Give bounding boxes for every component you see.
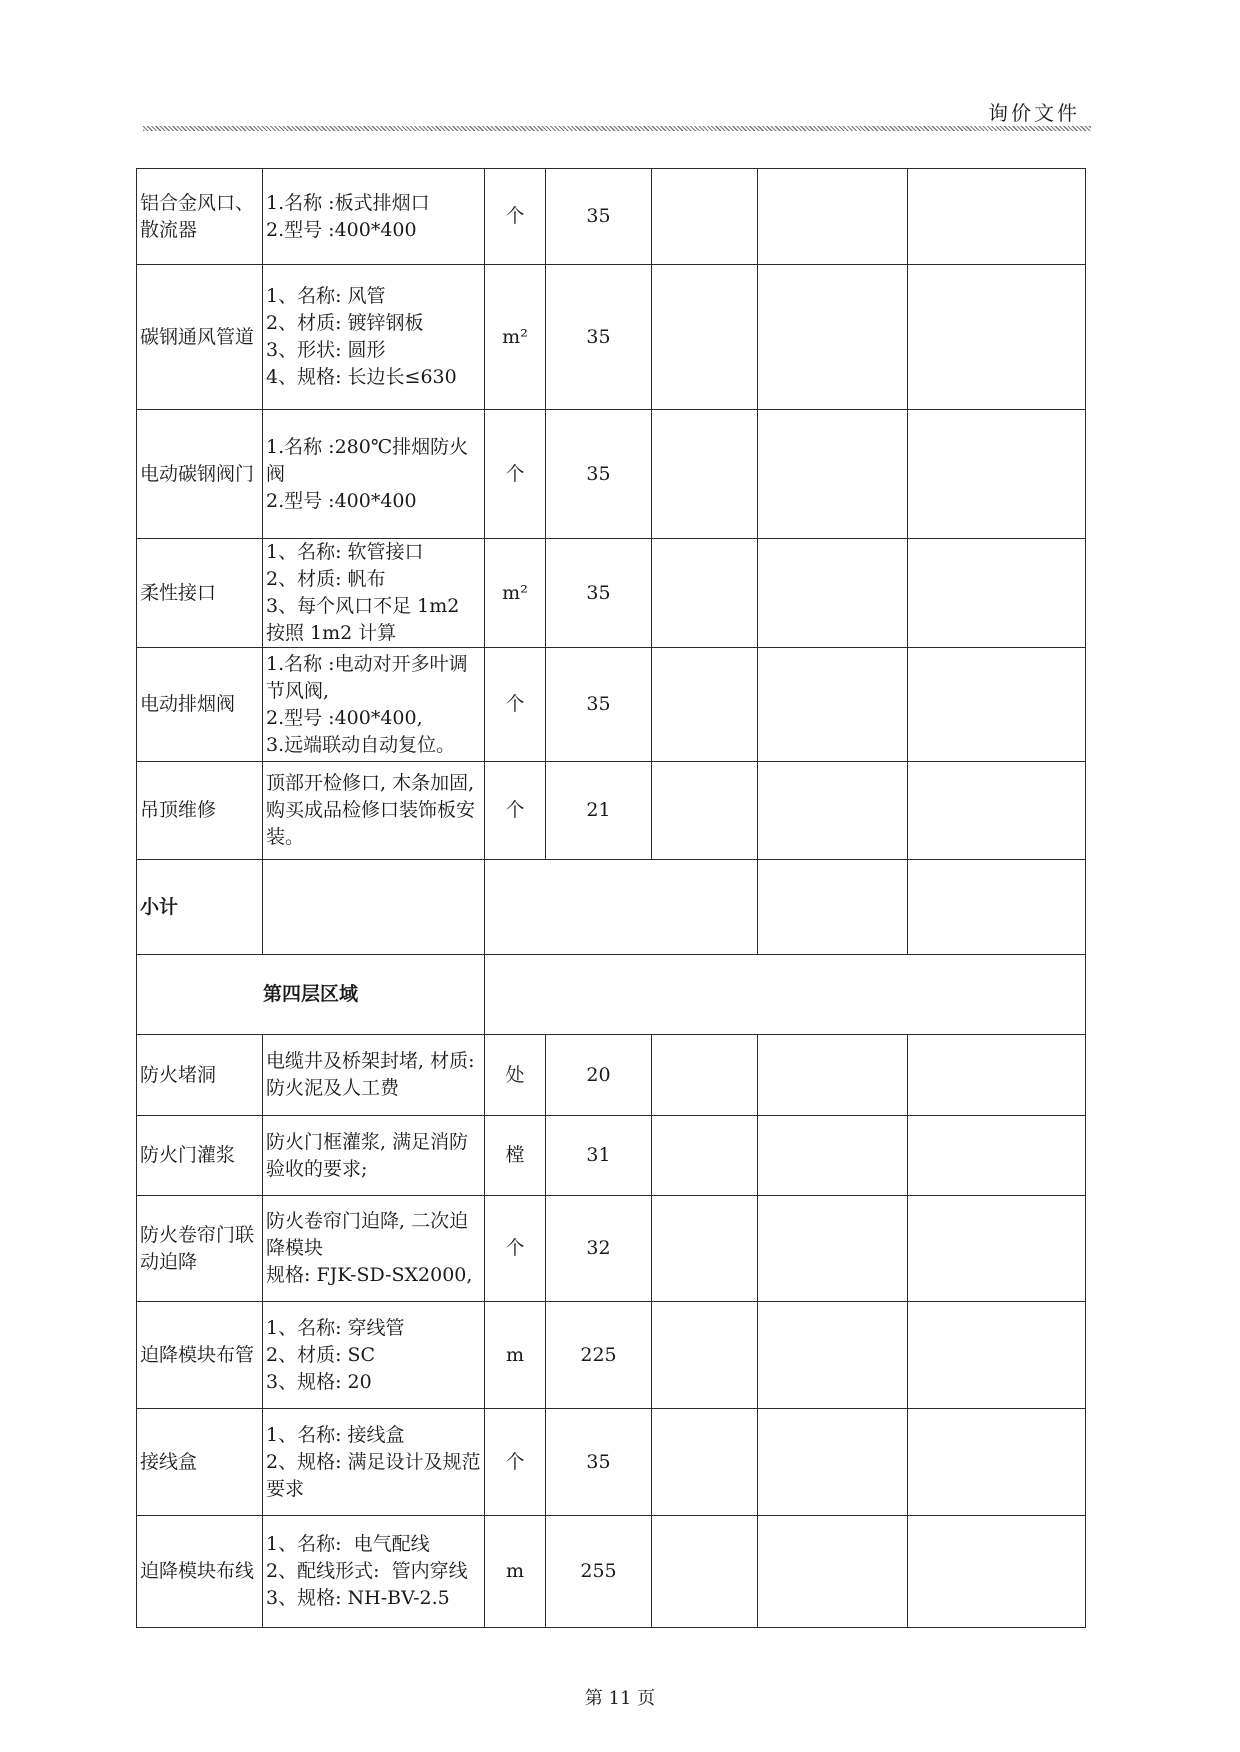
description-line: 2.型号 :400*400 xyxy=(266,218,417,241)
empty-cell xyxy=(908,265,1086,410)
empty-cell xyxy=(652,1035,758,1116)
item-name-cell: 迫降模块布线 xyxy=(137,1516,263,1628)
item-description-cell xyxy=(263,1409,485,1516)
item-name-cell: 电动排烟阀 xyxy=(137,648,263,762)
unit-cell: 处 xyxy=(485,1035,546,1116)
empty-cell xyxy=(758,169,908,265)
empty-cell xyxy=(652,1302,758,1409)
unit-cell: 樘 xyxy=(485,1116,546,1196)
description-line: 1.名称 :电动对开多叶调节风阀, xyxy=(266,652,468,702)
unit-cell: 个 xyxy=(485,169,546,265)
description-line: 1.名称 :280℃排烟防火阀 xyxy=(266,435,469,485)
section-header-row xyxy=(137,955,1086,1035)
empty-cell xyxy=(758,265,908,410)
empty-cell xyxy=(652,265,758,410)
price-inquiry-table xyxy=(136,168,1086,1628)
empty-cell xyxy=(908,648,1086,762)
empty-cell xyxy=(652,169,758,265)
empty-cell xyxy=(908,1196,1086,1302)
table-row xyxy=(137,1516,1086,1628)
subtotal-row xyxy=(137,860,1086,955)
empty-cell xyxy=(652,410,758,539)
empty-cell xyxy=(652,1516,758,1628)
table-row xyxy=(137,648,1086,762)
empty-cell xyxy=(908,169,1086,265)
unit-cell: 个 xyxy=(485,1196,546,1302)
description-line: 3、每个风口不足 1m2 按照 1m2 计算 xyxy=(266,595,466,644)
description-line: 防火卷帘门迫降, 二次迫降模块 xyxy=(266,1210,469,1259)
empty-cell xyxy=(758,1196,908,1302)
unit-cell: m² xyxy=(485,265,546,410)
empty-cell xyxy=(758,1302,908,1409)
empty-cell xyxy=(652,1196,758,1302)
empty-cell xyxy=(758,1516,908,1628)
quantity-cell: 32 xyxy=(546,1196,652,1302)
item-name-cell: 铝合金风口、散流器 xyxy=(137,169,263,265)
description-line: 3、规格: NH-BV-2.5 xyxy=(266,1587,450,1609)
item-description-cell xyxy=(263,1035,485,1116)
description-line: 2.型号 :400*400, xyxy=(266,706,423,729)
description-line: 2、配线形式: 管内穿线 xyxy=(266,1560,468,1582)
table-row xyxy=(137,169,1086,265)
item-description-cell xyxy=(263,539,485,648)
empty-cell xyxy=(263,860,485,955)
description-line: 2、规格: 满足设计及规范要求 xyxy=(266,1450,481,1500)
empty-cell xyxy=(758,1035,908,1116)
item-name-cell: 吊顶维修 xyxy=(137,762,263,860)
unit-cell: 个 xyxy=(485,762,546,860)
quantity-cell: 225 xyxy=(546,1302,652,1409)
empty-cell xyxy=(652,762,758,860)
description-line: 规格: FJK-SD-SX2000, xyxy=(266,1264,473,1286)
description-line: 3.远端联动自动复位。 xyxy=(266,733,456,756)
quantity-cell: 35 xyxy=(546,169,652,265)
subtotal-label: 小计 xyxy=(137,860,263,955)
table-row xyxy=(137,1116,1086,1196)
item-name-cell: 电动碳钢阀门 xyxy=(137,410,263,539)
table-row xyxy=(137,410,1086,539)
item-name-cell: 防火堵洞 xyxy=(137,1035,263,1116)
description-line: 1、名称: 穿线管 xyxy=(266,1316,405,1339)
item-name-cell: 碳钢通风管道 xyxy=(137,265,263,410)
table-row xyxy=(137,1409,1086,1516)
empty-cell xyxy=(908,1116,1086,1196)
empty-cell xyxy=(758,1116,908,1196)
description-line: 1、名称: 电气配线 xyxy=(266,1533,430,1555)
description-line: 3、形状: 圆形 xyxy=(266,339,386,361)
quantity-cell: 35 xyxy=(546,410,652,539)
quantity-cell: 35 xyxy=(546,539,652,648)
empty-cell xyxy=(908,539,1086,648)
description-line: 4、规格: 长边长≤630 xyxy=(266,366,457,388)
item-description-cell xyxy=(263,265,485,410)
description-line: 顶部开检修口, 木条加固, 购买成品检修口装饰板安装。 xyxy=(266,772,481,848)
item-description-cell xyxy=(263,1196,485,1302)
quantity-cell: 20 xyxy=(546,1035,652,1116)
item-name-cell: 接线盒 xyxy=(137,1409,263,1516)
unit-cell: m xyxy=(485,1516,546,1628)
item-description-cell xyxy=(263,169,485,265)
table-row xyxy=(137,265,1086,410)
description-line: 1、名称: 接线盒 xyxy=(266,1423,405,1446)
quantity-cell: 35 xyxy=(546,1409,652,1516)
empty-cell xyxy=(908,1516,1086,1628)
empty-cell xyxy=(758,762,908,860)
item-description-cell xyxy=(263,1302,485,1409)
empty-cell xyxy=(908,1409,1086,1516)
item-name-cell: 防火卷帘门联动迫降 xyxy=(137,1196,263,1302)
empty-cell xyxy=(652,1409,758,1516)
empty-cell xyxy=(652,648,758,762)
item-description-cell xyxy=(263,762,485,860)
item-description-cell xyxy=(263,648,485,762)
empty-cell xyxy=(908,860,1086,955)
empty-cell xyxy=(758,539,908,648)
unit-cell: m xyxy=(485,1302,546,1409)
empty-cell xyxy=(908,762,1086,860)
empty-cell xyxy=(652,539,758,648)
empty-cell xyxy=(908,410,1086,539)
description-line: 1.名称 :板式排烟口 xyxy=(266,191,430,214)
description-line: 防火门框灌浆, 满足消防验收的要求; xyxy=(266,1130,469,1180)
table-row xyxy=(137,762,1086,860)
empty-cell xyxy=(758,410,908,539)
header-divider xyxy=(143,126,1091,131)
description-line: 1、名称: 软管接口 xyxy=(266,541,424,563)
description-line: 2、材质: SC xyxy=(266,1343,376,1366)
item-name-cell: 柔性接口 xyxy=(137,539,263,648)
empty-cell xyxy=(485,860,758,955)
quantity-cell: 21 xyxy=(546,762,652,860)
unit-cell: 个 xyxy=(485,410,546,539)
item-description-cell xyxy=(263,410,485,539)
quantity-cell: 31 xyxy=(546,1116,652,1196)
document-header-title: 询价文件 xyxy=(988,101,1080,125)
empty-cell xyxy=(758,1409,908,1516)
item-description-cell xyxy=(263,1516,485,1628)
unit-cell: m² xyxy=(485,539,546,648)
quantity-cell: 35 xyxy=(546,265,652,410)
item-name-cell: 防火门灌浆 xyxy=(137,1116,263,1196)
unit-cell: 个 xyxy=(485,1409,546,1516)
table-row xyxy=(137,539,1086,648)
description-line: 2.型号 :400*400 xyxy=(266,489,417,512)
empty-cell xyxy=(485,955,1086,1035)
table-row xyxy=(137,1302,1086,1409)
section-title: 第四层区域 xyxy=(137,955,485,1035)
page-number: 第 11 页 xyxy=(584,1688,656,1709)
item-name-cell: 迫降模块布管 xyxy=(137,1302,263,1409)
description-line: 2、材质: 镀锌钢板 xyxy=(266,312,424,334)
table-row xyxy=(137,1196,1086,1302)
description-line: 1、名称: 风管 xyxy=(266,285,386,307)
empty-cell xyxy=(758,648,908,762)
description-line: 3、规格: 20 xyxy=(266,1370,372,1393)
quantity-cell: 35 xyxy=(546,648,652,762)
empty-cell xyxy=(908,1035,1086,1116)
description-line: 电缆井及桥架封堵, 材质: 防火泥及人工费 xyxy=(266,1050,481,1099)
empty-cell xyxy=(908,1302,1086,1409)
empty-cell xyxy=(652,1116,758,1196)
unit-cell: 个 xyxy=(485,648,546,762)
table-row xyxy=(137,1035,1086,1116)
quantity-cell: 255 xyxy=(546,1516,652,1628)
item-description-cell xyxy=(263,1116,485,1196)
empty-cell xyxy=(758,860,908,955)
description-line: 2、材质: 帆布 xyxy=(266,568,386,590)
